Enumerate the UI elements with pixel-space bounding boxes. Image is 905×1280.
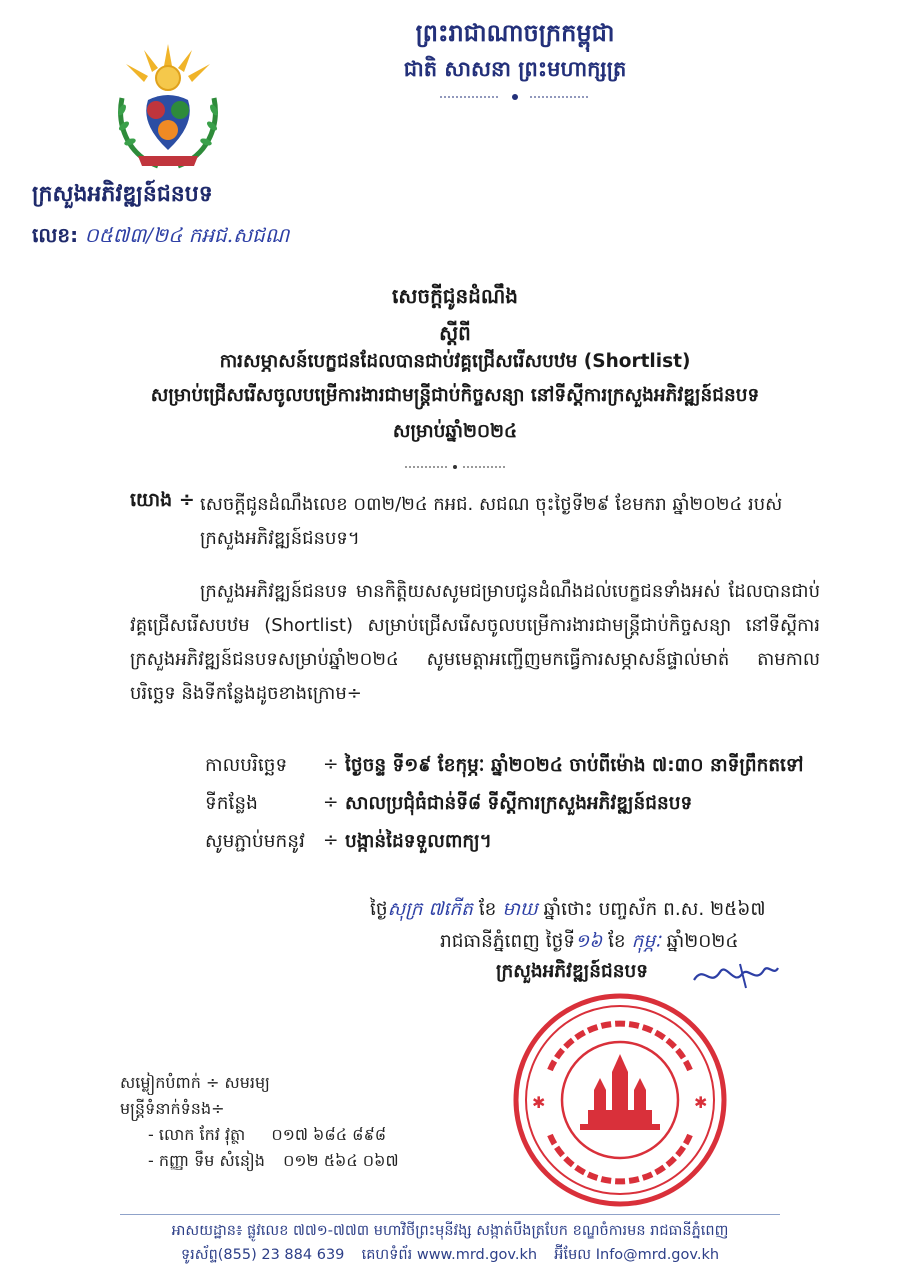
header-divider xyxy=(440,92,590,102)
schedule-value: បង្កាន់ដៃទទួលពាក្យ។ xyxy=(345,831,492,852)
lunar-month-label: ខែ xyxy=(478,899,497,920)
contact-phone: ០១២ ៥៦៤ ០៦៧ xyxy=(283,1151,399,1170)
contact-item xyxy=(148,1150,399,1174)
ministry-logo xyxy=(108,38,228,178)
solar-month: កុម្ភៈ xyxy=(631,931,661,952)
footer-contacts xyxy=(120,1246,780,1267)
schedule-row-date xyxy=(205,754,845,784)
national-motto: ជាតិ សាសនា ព្រះមហាក្សត្រ xyxy=(403,57,627,81)
schedule-key: សូមភ្ជាប់មកនូវ xyxy=(205,831,305,852)
sender-ministry-name: ក្រសួងអភិវឌ្ឍន៍ជនបទ xyxy=(32,182,213,207)
lunar-day: សុក្រ ៧កើត xyxy=(387,899,473,920)
reference-number-line xyxy=(32,222,289,252)
title-divider xyxy=(405,462,505,472)
schedule-row-place xyxy=(205,792,845,822)
contact-item xyxy=(148,1124,386,1148)
schedule-separator: ÷ xyxy=(323,792,339,813)
reference-number-label: លេខ: xyxy=(32,223,79,247)
lunar-date-line xyxy=(370,898,766,925)
footer-email[interactable]: អ៊ីមែល Info@mrd.gov.kh xyxy=(554,1247,720,1263)
contact-name: - លោក កែវ វុត្ថា xyxy=(148,1125,246,1144)
solar-date-line xyxy=(440,930,738,957)
schedule-key: ទីកន្លែង xyxy=(205,793,258,814)
schedule-value: សាលប្រជុំធំជាន់ទី៨ ទីស្តីការក្រសួងអភិវឌ្ឍន៍ជនបទ xyxy=(345,793,693,814)
notice-title: សេចក្តីជូនដំណឹង xyxy=(392,284,518,308)
lunar-prefix: ថ្ងៃ xyxy=(370,899,388,920)
lunar-year: ឆ្នាំថោះ បញ្ចស័ក ព.ស. ២៥៦៧ xyxy=(543,899,766,920)
solar-month-label: ខែ xyxy=(608,931,626,952)
reference-label: យោង ÷ xyxy=(130,489,195,511)
notice-subject-line2: សម្រាប់ជ្រើសរើសចូលបម្រើការងារជាមន្ត្រីជាប់កិច្ចសន្យា នៅទីស្តីការក្រសួងអភិវឌ្ឍន៍ជនបទ xyxy=(150,385,760,406)
schedule-key: កាលបរិច្ឆេទ xyxy=(205,755,288,776)
reference-text: សេចក្តីជូនដំណឹងលេខ ០៣២/២៤ កអជ. សជណ ចុះថ្ងៃទី២៩ ខែមករា ឆ្នាំ២០២៤ របស់ក្រសួងអភិវឌ្ឍន៍ជនបទ។ xyxy=(200,494,783,549)
footer-website[interactable]: គេហទំព័រ www.mrd.gov.kh xyxy=(361,1247,538,1263)
signing-ministry: ក្រសួងអភិវឌ្ឍន៍ជនបទ xyxy=(496,961,648,982)
footer-phone: ទូរស័ព្ទ(855) 23 884 639 xyxy=(180,1247,345,1263)
solar-prefix: រាជធានីភ្នំពេញ ថ្ងៃទី xyxy=(440,931,576,952)
kingdom-heading: ព្រះរាជាណាចក្រកម្ពុជា xyxy=(415,19,615,47)
solar-day: ១៦ xyxy=(575,931,603,952)
schedule-row-attachments xyxy=(205,830,845,860)
schedule-separator: ÷ xyxy=(323,754,339,775)
lunar-month: មាឃ xyxy=(502,899,538,920)
footer-divider xyxy=(120,1214,780,1215)
notice-subject-line1: ការសម្ភាសន៍បេក្ខជនដែលបានជាប់វគ្គជ្រើសរើសបឋម (Shortlist) xyxy=(219,351,691,372)
reference-number-value: ០៥៧៣/២៤ កអជ.សជណ xyxy=(84,223,290,247)
svg-text:✱: ✱ xyxy=(694,1093,708,1112)
contact-phone: ០១៧ ៦៨៤ ៨៩៨ xyxy=(271,1125,387,1144)
body-paragraph: ក្រសួងអភិវឌ្ឍន៍ជនបទ មានកិត្តិយសសូមជម្រាបជូនដំណឹងដល់បេក្ខជនទាំងអស់ ដែលបានជាប់វគ្គជ្រើសរើសបឋម (Shortlist) សម្រាប់ជ្រើសរើសចូលបម្រើការងារជាមន្ត្រីជាប់កិច្ចសន្យា នៅទីស្តីការក្រសួងអភិវឌ្ឍន៍ជនបទសម្រាប់ឆ្នាំ២០២៤ សូមមេត្តាអញ្ជើញមកធ្វើការសម្ភាសន៍ផ្ទាល់មាត់ តាមកាលបរិច្ឆេទ និងទីកន្លែងដូចខាងក្រោម÷ xyxy=(130,581,820,704)
schedule-value: ថ្ងៃចន្ទ ទី១៩ ខែកុម្ភៈ ឆ្នាំ២០២៤ ចាប់ពីម៉ោង ៧:៣០ នាទីព្រឹកតទៅ xyxy=(345,755,804,776)
signature-mark xyxy=(690,958,780,992)
contact-officers-label: មន្ត្រីទំនាក់ទំនង÷ xyxy=(120,1099,225,1118)
solar-year: ឆ្នាំ២០២៤ xyxy=(666,931,739,952)
contact-name: - កញ្ញា ទឹម សំនៀង xyxy=(148,1151,265,1170)
footer-address: អាសយដ្ឋាន៖ ផ្លូវលេខ ៧៧១-៧៧៣ មហាវិថីព្រះមុនីវង្ស សង្កាត់បឹងត្របែក ខណ្ឌចំការមន រាជធានីភ្នំពេញ xyxy=(171,1223,729,1239)
notice-subject-line3: សម្រាប់ឆ្នាំ២០២៤ xyxy=(392,421,518,442)
dress-code-note: សម្លៀកបំពាក់ ÷ សមរម្យ xyxy=(120,1073,270,1092)
svg-text:✱: ✱ xyxy=(532,1093,546,1112)
notice-subject-label: ស្តីពី xyxy=(439,321,471,345)
schedule-separator: ÷ xyxy=(323,830,339,851)
official-seal-stamp xyxy=(510,990,730,1210)
